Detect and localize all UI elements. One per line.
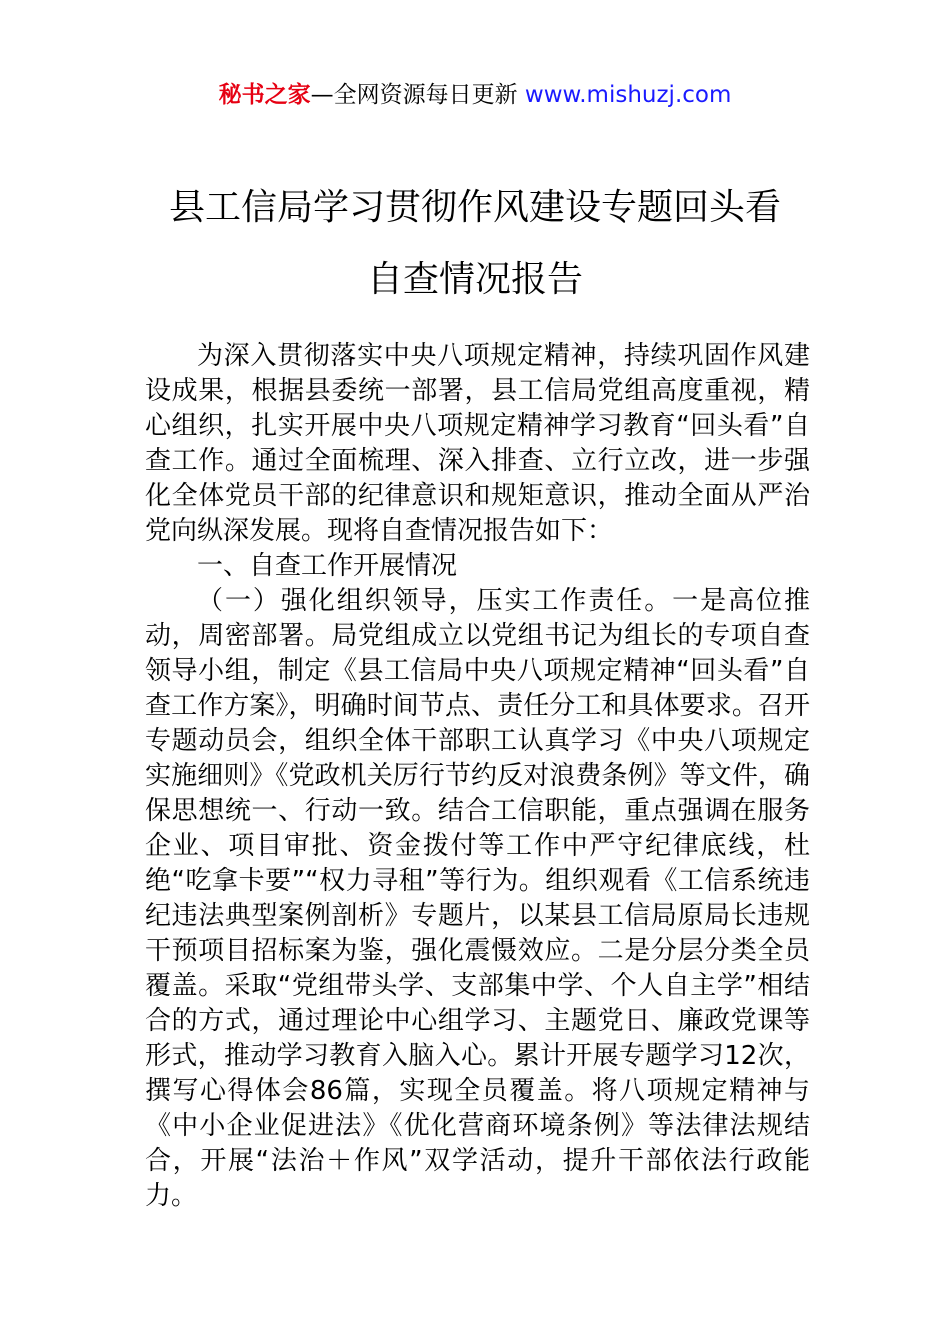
site-brand: 秘书之家 [218, 82, 311, 108]
document-title-line-1: 县工信局学习贯彻作风建设专题回头看 [168, 187, 781, 228]
document-title-line-2: 自查情况报告 [366, 259, 583, 300]
section-heading: 一、自查工作开展情况 [197, 551, 458, 581]
document-title [0, 172, 950, 316]
intro-paragraph: 为深入贯彻落实中央八项规定精神，持续巩固作风建设成果，根据县委统一部署，县工信局党组高度重视，精心组织，扎实开展中央八项规定精神学习教育“回头看”自查工作。通过全面梳理、深入排查、立行立改，进一步强化全体党员干部的纪律意识和规矩意识，推动全面从严治党向纵深发展。现将自查情况报告如下： [145, 341, 810, 546]
body-paragraph: （一）强化组织领导，压实工作责任。一是高位推动，周密部署。局党组成立以党组书记为组长的专项自查领导小组，制定《县工信局中央八项规定精神“回头看”自查工作方案》，明确时间节点、责任分工和具体要求。召开专题动员会，组织全体干部职工认真学习《中央八项规定实施细则》《党政机关厉行节约反对浪费条例》等文件，确保思想统一、行动一致。结合工信职能，重点强调在服务企业、项目审批、资金拨付等工作中严守纪律底线，杜绝“吃拿卡要”“权力寻租”等行为。组织观看《工信系统违纪违法典型案例剖析》专题片，以某县工信局原局长违规干预项目招标案为鉴，强化震慑效应。二是分层分类全员覆盖。采取“党组带头学、支部集中学、个人自主学”相结合的方式，通过理论中心组学习、主题党日、廉政党课等形式，推动学习教育入脑入心。累计开展专题学习12次，撰写心得体会86篇，实现全员覆盖。将八项规定精神与《中小企业促进法》《优化营商环境条例》等法律法规结合，开展“法治＋作风”双学活动，提升干部依法行政能力。 [145, 586, 810, 1211]
site-slogan: —全网资源每日更新 [310, 82, 525, 108]
document-body [145, 339, 810, 1214]
site-url-link[interactable]: www.mishuzj.com [524, 82, 732, 108]
site-header [0, 78, 950, 112]
